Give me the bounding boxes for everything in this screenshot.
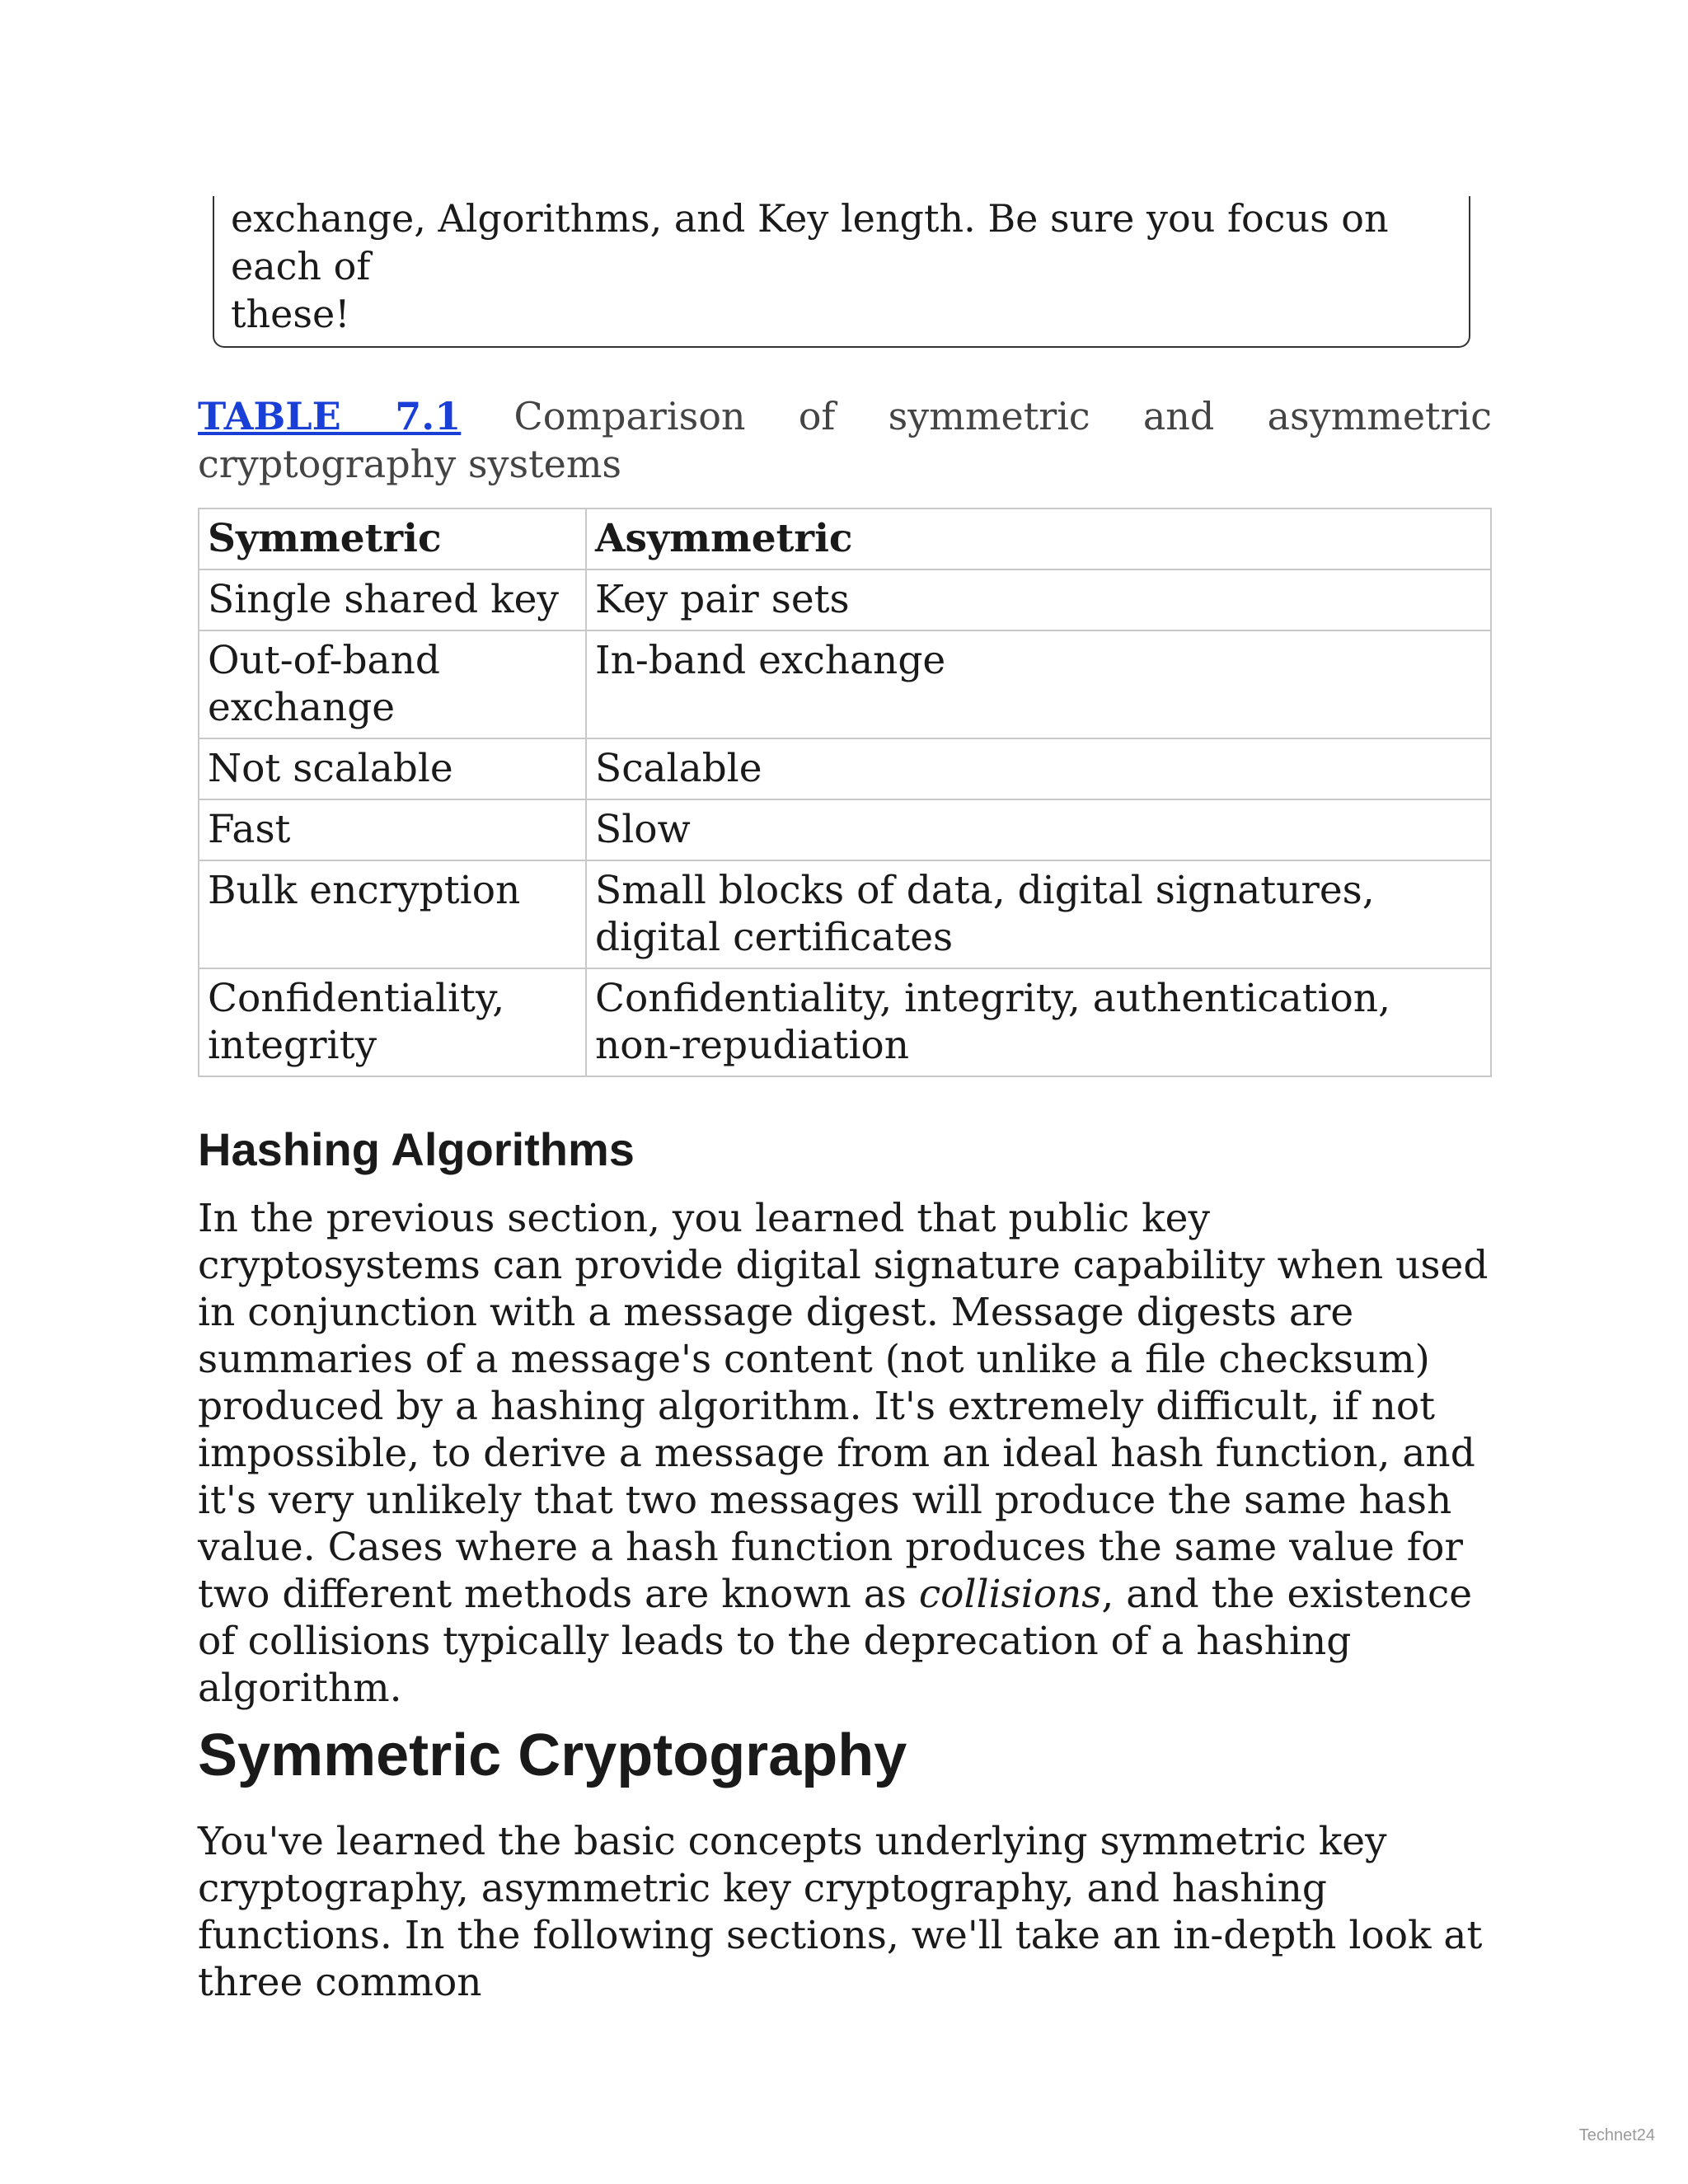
table-cell: Bulk encryption [199,860,586,968]
note-line-2: these! [231,292,350,336]
table-cell: Small blocks of data, digital signatures, digital certificates [586,860,1491,968]
table-cell: Fast [199,799,586,860]
table-row [199,738,1491,799]
table-row [199,569,1491,630]
note-line-1: exchange, Algorithms, and Key length. Be sure you focus on each of [231,196,1389,288]
symmetric-paragraph: You've learned the basic concepts underlying symmetric key cryptography, asymmetric key cryptography, and hashing functions. In the following sections, we'll take an in-depth look at three common [198,1819,1483,2005]
watermark: Technet24 [1578,2126,1655,2144]
collisions-term: collisions [918,1572,1102,1617]
table-cell: Key pair sets [586,569,1491,630]
table-header-symmetric: Symmetric [199,509,586,569]
hashing-heading: Hashing Algorithms [198,1123,635,1175]
table-cell: In-band exchange [586,630,1491,738]
comparison-table [198,508,1492,1077]
table-cell: Not scalable [199,738,586,799]
hashing-text-start: In the previous section, you learned that public key cryptosystems can provide digital signature capability when used in conjunction with a message digest. Message digests are summaries of a message's content (not unlike a file checksum) produced by a hashing algorithm. It's extremely difficult, if not impossible, to derive a message from an ideal hash function, and it's very unlikely that two messages will produce the same hash value. Cases where a hash function produces the same value for two different methods are known as [198,1196,1489,1617]
table-row [199,799,1491,860]
note-text [231,194,1467,338]
table-cell: Slow [586,799,1491,860]
table-row [199,860,1491,968]
table-cell: Out-of-band exchange [199,630,586,738]
table-row [199,630,1491,738]
hashing-text-end: , and the existence of collisions typically leads to the deprecation of a hashing algorithm. [198,1572,1473,1711]
hashing-paragraph [198,1195,1500,1712]
table-reference-link[interactable]: TABLE 7.1 [198,394,462,438]
table-cell: Confidentiality, integrity [199,968,586,1076]
table-cell: Single shared key [199,569,586,630]
table-cell: Confidentiality, integrity, authentication, non-repudiation [586,968,1491,1076]
symmetric-heading: Symmetric Cryptography [198,1722,907,1788]
table-caption [198,392,1492,488]
table-header-row [199,509,1491,569]
table-header-asymmetric: Asymmetric [586,509,1491,569]
table-row [199,968,1491,1076]
table-cell: Scalable [586,738,1491,799]
table-caption-text: Comparison of symmetric and asymmetric cryptography systems [198,394,1493,486]
